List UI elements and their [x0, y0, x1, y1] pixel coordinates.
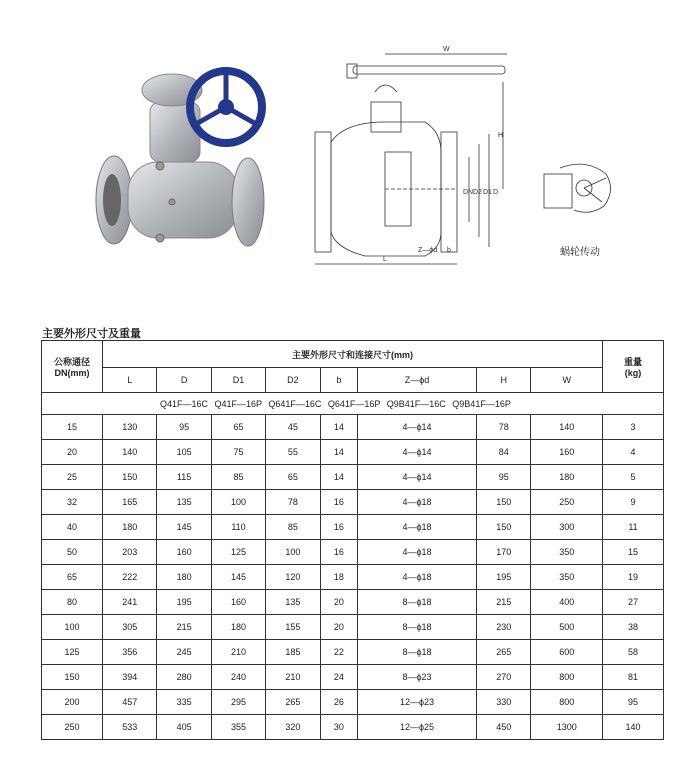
table-row — [42, 540, 664, 565]
table-row — [42, 590, 664, 615]
table-cell: 240 — [211, 665, 265, 690]
table-cell: 135 — [266, 590, 320, 615]
header-dimensions: 主要外形尺寸和连接尺寸(mm) — [103, 341, 603, 368]
dim-L: L — [383, 256, 387, 263]
table-cell: 85 — [211, 465, 265, 490]
table-cell: 150 — [42, 665, 103, 690]
table-cell: 14 — [320, 440, 357, 465]
table-cell: 800 — [531, 690, 603, 715]
valve-section-drawing — [305, 42, 530, 272]
table-cell: 14 — [320, 465, 357, 490]
table-cell: 26 — [320, 690, 357, 715]
table-row — [42, 715, 664, 740]
table-cell: 150 — [477, 490, 531, 515]
table-cell: 4—ϕ14 — [358, 440, 477, 465]
table-cell: 14 — [320, 415, 357, 440]
table-cell: 105 — [157, 440, 211, 465]
table-cell: 45 — [266, 415, 320, 440]
table-cell: 405 — [157, 715, 211, 740]
table-cell: 75 — [211, 440, 265, 465]
table-cell: 215 — [477, 590, 531, 615]
table-cell: 230 — [477, 615, 531, 640]
table-cell: 4—ϕ14 — [358, 465, 477, 490]
table-cell: 125 — [211, 540, 265, 565]
table-cell: 300 — [531, 515, 603, 540]
table-cell: 24 — [320, 665, 357, 690]
table-cell: 160 — [211, 590, 265, 615]
table-cell: 130 — [103, 415, 157, 440]
table-cell: 115 — [157, 465, 211, 490]
table-cell: 180 — [157, 565, 211, 590]
table-cell: 32 — [42, 490, 103, 515]
table-row — [42, 615, 664, 640]
table-cell: 20 — [320, 590, 357, 615]
table-cell: 140 — [103, 440, 157, 465]
table-cell: 145 — [157, 515, 211, 540]
table-cell: 5 — [603, 465, 664, 490]
table-cell: 265 — [266, 690, 320, 715]
table-cell: 8—ϕ23 — [358, 665, 477, 690]
table-cell: 800 — [531, 665, 603, 690]
table-cell: 160 — [531, 440, 603, 465]
table-cell: 280 — [157, 665, 211, 690]
table-cell: 160 — [157, 540, 211, 565]
col-W: W — [531, 368, 603, 393]
table-cell: 18 — [320, 565, 357, 590]
table-cell: 8—ϕ18 — [358, 615, 477, 640]
col-b: b — [320, 368, 357, 393]
dim-W: W — [443, 46, 450, 53]
table-cell: 140 — [531, 415, 603, 440]
table-cell: 394 — [103, 665, 157, 690]
table-cell: 355 — [211, 715, 265, 740]
table-cell: 210 — [211, 640, 265, 665]
table-cell: 4—ϕ18 — [358, 540, 477, 565]
table-cell: 100 — [266, 540, 320, 565]
table-cell: 95 — [477, 465, 531, 490]
table-cell: 65 — [211, 415, 265, 440]
table-cell: 65 — [266, 465, 320, 490]
table-row — [42, 465, 664, 490]
table-cell: 215 — [157, 615, 211, 640]
table-cell: 78 — [477, 415, 531, 440]
header-weight: 重量 (kg) — [603, 341, 664, 393]
table-cell: 19 — [603, 565, 664, 590]
table-cell: 84 — [477, 440, 531, 465]
table-cell: 58 — [603, 640, 664, 665]
table-cell: 150 — [103, 465, 157, 490]
table-cell: 320 — [266, 715, 320, 740]
worm-gear-caption: 蜗轮传动 — [560, 247, 600, 258]
dim-b: b — [447, 247, 451, 254]
table-cell: 100 — [42, 615, 103, 640]
table-cell: 241 — [103, 590, 157, 615]
table-cell: 305 — [103, 615, 157, 640]
table-cell: 22 — [320, 640, 357, 665]
table-row — [42, 490, 664, 515]
dim-D1: D1 — [483, 189, 492, 196]
dim-D: D — [493, 189, 499, 196]
table-row — [42, 415, 664, 440]
table-cell: 78 — [266, 490, 320, 515]
table-cell: 81 — [603, 665, 664, 690]
dim-H: H — [498, 132, 504, 139]
table-cell: 100 — [211, 490, 265, 515]
col-D2: D2 — [266, 368, 320, 393]
table-cell: 85 — [266, 515, 320, 540]
table-cell: 195 — [157, 590, 211, 615]
table-cell: 65 — [42, 565, 103, 590]
table-cell: 12—ϕ25 — [358, 715, 477, 740]
table-cell: 185 — [266, 640, 320, 665]
table-row — [42, 565, 664, 590]
table-cell: 12—ϕ23 — [358, 690, 477, 715]
table-cell: 180 — [211, 615, 265, 640]
col-H: H — [477, 368, 531, 393]
table-cell: 16 — [320, 515, 357, 540]
table-cell: 20 — [320, 615, 357, 640]
table-cell: 457 — [103, 690, 157, 715]
table-row — [42, 440, 664, 465]
table-cell: 95 — [157, 415, 211, 440]
table-row — [42, 665, 664, 690]
section-title: 主要外形尺寸及重量 — [42, 328, 141, 340]
table-cell: 400 — [531, 590, 603, 615]
table-cell: 1300 — [531, 715, 603, 740]
table-row — [42, 515, 664, 540]
table-cell: 8—ϕ18 — [358, 590, 477, 615]
valve-photo — [88, 62, 278, 252]
table-cell: 210 — [266, 665, 320, 690]
table-cell: 110 — [211, 515, 265, 540]
table-cell: 15 — [42, 415, 103, 440]
table-cell: 250 — [531, 490, 603, 515]
table-cell: 20 — [42, 440, 103, 465]
table-cell: 27 — [603, 590, 664, 615]
table-cell: 25 — [42, 465, 103, 490]
table-cell: 356 — [103, 640, 157, 665]
table-cell: 165 — [103, 490, 157, 515]
table-cell: 330 — [477, 690, 531, 715]
col-D: D — [157, 368, 211, 393]
table-cell: 600 — [531, 640, 603, 665]
table-cell: 135 — [157, 490, 211, 515]
table-row — [42, 690, 664, 715]
spec-table — [41, 340, 664, 740]
col-D1: D1 — [211, 368, 265, 393]
table-cell: 145 — [211, 565, 265, 590]
table-cell: 450 — [477, 715, 531, 740]
header-dn: 公称通径 DN(mm) — [42, 341, 103, 393]
table-cell: 4—ϕ18 — [358, 490, 477, 515]
table-cell: 120 — [266, 565, 320, 590]
table-cell: 50 — [42, 540, 103, 565]
table-cell: 170 — [477, 540, 531, 565]
dim-DN: DN — [463, 189, 474, 196]
table-cell: 140 — [603, 715, 664, 740]
table-cell: 335 — [157, 690, 211, 715]
table-cell: 295 — [211, 690, 265, 715]
table-cell: 38 — [603, 615, 664, 640]
table-cell: 80 — [42, 590, 103, 615]
table-cell: 15 — [603, 540, 664, 565]
table-row — [42, 640, 664, 665]
table-cell: 350 — [531, 540, 603, 565]
model-list: Q41F—16C Q41F—16P Q641F—16C Q641F—16P Q9B41F—16C Q9B41F—16P — [42, 393, 664, 415]
table-cell: 350 — [531, 565, 603, 590]
table-cell: 245 — [157, 640, 211, 665]
table-cell: 270 — [477, 665, 531, 690]
table-cell: 200 — [42, 690, 103, 715]
table-cell: 30 — [320, 715, 357, 740]
table-cell: 222 — [103, 565, 157, 590]
table-cell: 180 — [531, 465, 603, 490]
worm-gear-drawing — [540, 160, 618, 220]
table-cell: 95 — [603, 690, 664, 715]
table-cell: 250 — [42, 715, 103, 740]
table-cell: 533 — [103, 715, 157, 740]
table-cell: 9 — [603, 490, 664, 515]
table-cell: 4—ϕ18 — [358, 515, 477, 540]
col-L: L — [103, 368, 157, 393]
table-cell: 16 — [320, 490, 357, 515]
table-cell: 4 — [603, 440, 664, 465]
table-cell: 500 — [531, 615, 603, 640]
table-cell: 40 — [42, 515, 103, 540]
table-cell: 155 — [266, 615, 320, 640]
table-cell: 55 — [266, 440, 320, 465]
table-cell: 3 — [603, 415, 664, 440]
dim-Zd: Z—ϕd — [418, 247, 438, 254]
table-cell: 150 — [477, 515, 531, 540]
col-Zd: Z—ϕd — [358, 368, 477, 393]
table-cell: 11 — [603, 515, 664, 540]
table-cell: 195 — [477, 565, 531, 590]
table-cell: 125 — [42, 640, 103, 665]
table-cell: 203 — [103, 540, 157, 565]
table-cell: 4—ϕ18 — [358, 565, 477, 590]
dim-D2: D2 — [473, 189, 482, 196]
table-cell: 16 — [320, 540, 357, 565]
table-cell: 8—ϕ18 — [358, 640, 477, 665]
table-cell: 265 — [477, 640, 531, 665]
table-cell: 4—ϕ14 — [358, 415, 477, 440]
table-cell: 180 — [103, 515, 157, 540]
